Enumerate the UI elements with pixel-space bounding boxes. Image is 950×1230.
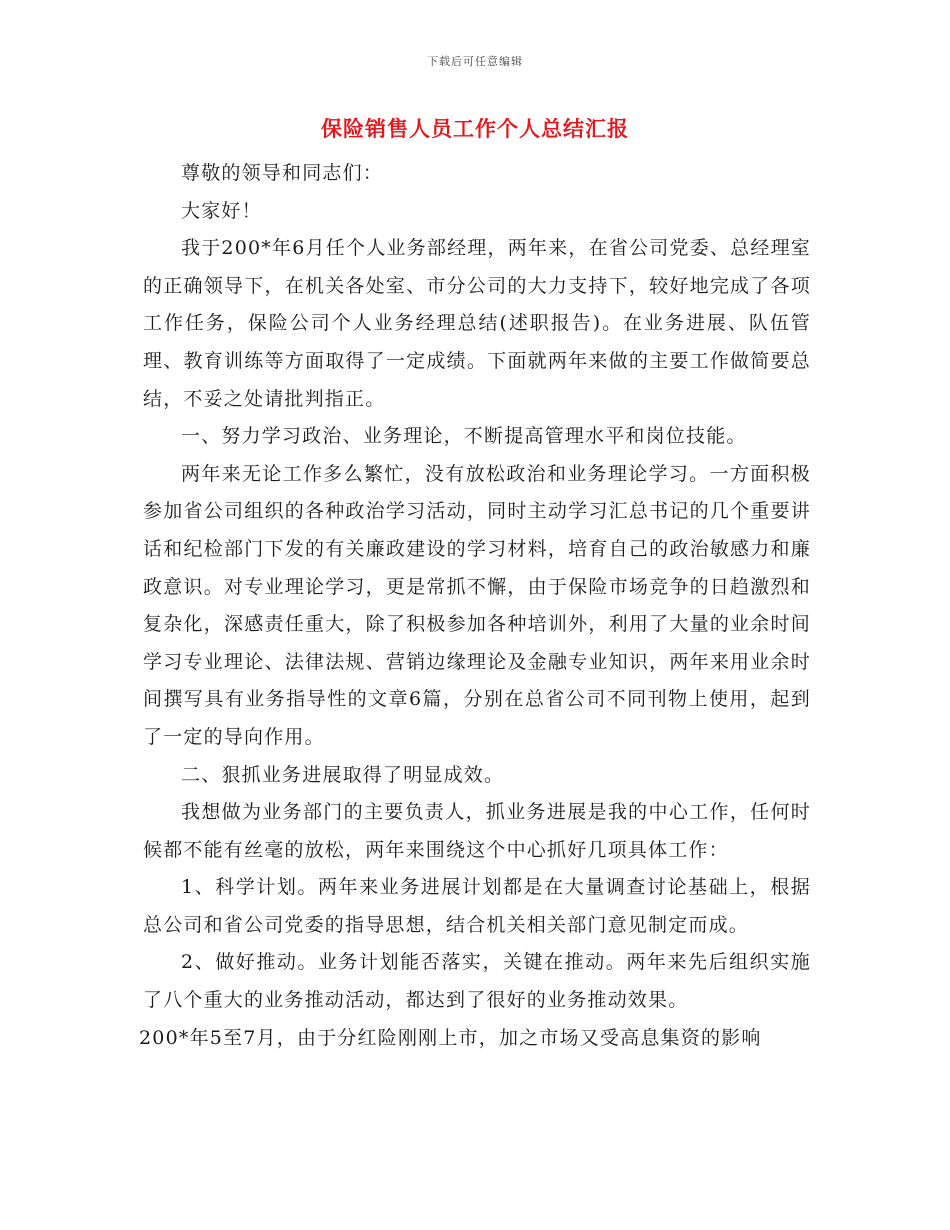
page-header-note: 下载后可任意编辑 [427, 55, 523, 68]
document-title: 保险销售人员工作个人总结汇报 [321, 116, 629, 141]
body-paragraph: 200*年5至7月，由于分红险刚刚上市，加之市场又受高息集资的影响 [139, 1026, 762, 1049]
body-paragraph: 我于200*年6月任个人业务部经理，两年来，在省公司党委、总经理室的正确领导下，在机关各处室、市分公司的大力支持下，较好地完成了各项工作任务，保险公司个人业务经理总结(述职报告)。在业务进展、队伍管理、教育训练等方面取得了一定成绩。下面就两年来做的主要工作做简要总结，不妥之处请批判指正。 [143, 237, 811, 410]
section-heading-1: 一、努力学习政治、业务理论，不断提高管理水平和岗位技能。 [181, 425, 747, 448]
salutation: 尊敬的领导和同志们： [181, 162, 384, 184]
greeting: 大家好！ [181, 199, 262, 222]
section-heading-2: 二、狠抓业务进展取得了明显成效。 [181, 763, 505, 786]
document-body [139, 155, 811, 1057]
body-paragraph: 我想做为业务部门的主要负责人，抓业务进展是我的中心工作，任何时候都不能有丝毫的放松，两年来围绕这个中心抓好几项具体工作： [143, 801, 811, 861]
body-paragraph: 两年来无论工作多么繁忙，没有放松政治和业务理论学习。一方面积极参加省公司组织的各种政治学习活动，同时主动学习汇总书记的几个重要讲话和纪检部门下发的有关廉政建设的学习材料，培育自己的政治敏感力和廉政意识。对专业理论学习，更是常抓不懈，由于保险市场竞争的日趋激烈和复杂化，深感责任重大，除了积极参加各种培训外，利用了大量的业余时间学习专业理论、法律法规、营销边缘理论及金融专业知识，两年来用业余时间撰写具有业务指导性的文章6篇，分别在总省公司不同刊物上使用，起到了一定的导向作用。 [143, 462, 811, 748]
body-paragraph: 2、做好推动。业务计划能否落实，关键在推动。两年来先后组织实施了八个重大的业务推动活动，都达到了很好的业务推动效果。 [143, 951, 811, 1012]
body-paragraph: 1、科学计划。两年来业务进展计划都是在大量调查讨论基础上，根据总公司和省公司党委的指导思想，结合机关相关部门意见制定而成。 [143, 876, 811, 936]
